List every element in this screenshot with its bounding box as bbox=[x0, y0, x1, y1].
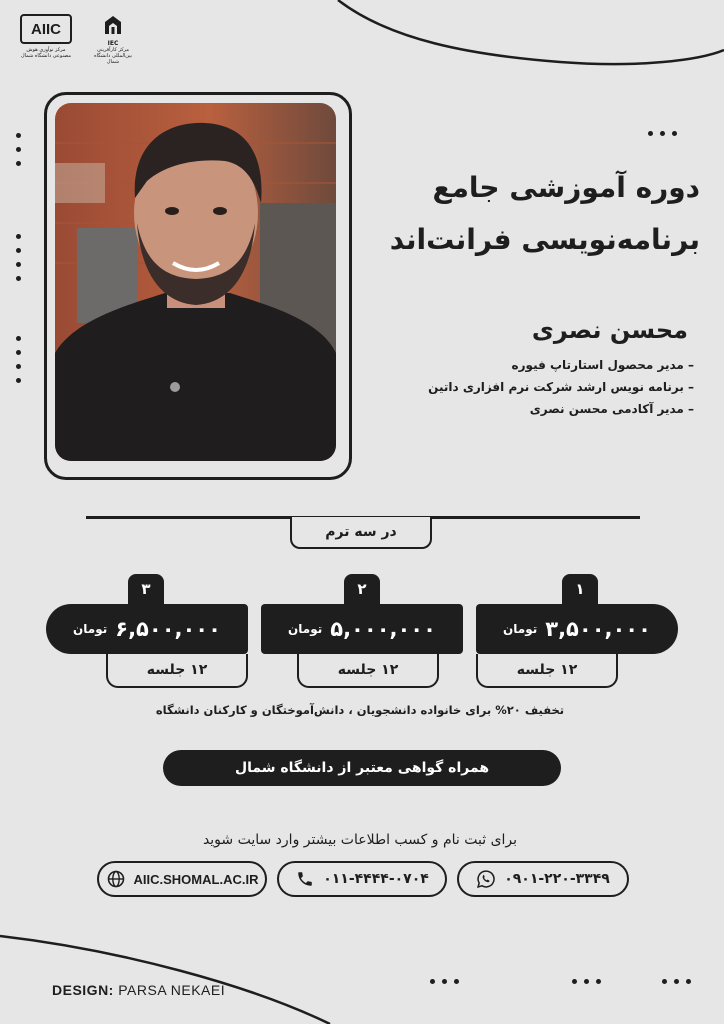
dots-bottom-1 bbox=[430, 979, 459, 984]
price-currency: تومان bbox=[73, 622, 108, 636]
course-title bbox=[300, 162, 700, 266]
phone-icon bbox=[295, 869, 315, 889]
certificate-banner: همراه گواهی معتبر از دانشگاه شمال bbox=[163, 750, 561, 786]
term-sessions-2: ۱۲ جلسه bbox=[297, 654, 439, 688]
terms-label: در سه ترم bbox=[290, 517, 432, 549]
term-number-2: ۲ bbox=[344, 574, 380, 604]
phone-link[interactable] bbox=[277, 861, 447, 897]
globe-icon bbox=[106, 869, 126, 889]
aiic-logo bbox=[20, 14, 72, 59]
course-title-line1: دوره آموزشی جامع bbox=[432, 171, 700, 204]
discount-note: تخفیف ۲۰% برای خانواده دانشجویان ، دانش‌آموختگان و کارکنان دانشگاه bbox=[155, 703, 565, 717]
register-text: برای ثبت نام و کسب اطلاعات بیشتر وارد سایت شوید bbox=[202, 832, 518, 848]
price-amount: ۶,۵۰۰,۰۰۰ bbox=[115, 617, 221, 641]
term-price-2 bbox=[261, 604, 463, 654]
term-price-3 bbox=[46, 604, 248, 654]
instructor-name: محسن نصری bbox=[531, 316, 688, 344]
phone-text: ۰۱۱-۴۴۴۴-۰۷۰۴ bbox=[323, 871, 429, 887]
website-text: AIIC.SHOMAL.AC.IR bbox=[133, 871, 259, 887]
iec-logo bbox=[88, 14, 138, 65]
iec-logo-caption: مرکز کارآفرینی بین‌المللی دانشگاه شمال bbox=[94, 47, 132, 65]
design-credit bbox=[52, 982, 225, 998]
course-title-line2: برنامه‌نویسی فرانت‌اند bbox=[389, 223, 700, 256]
instructor-photo bbox=[55, 103, 336, 461]
bio-line: – مدیر آکادمی محسن نصری bbox=[529, 402, 694, 416]
price-currency: تومان bbox=[503, 622, 538, 636]
price-currency: تومان bbox=[288, 622, 323, 636]
term-sessions-1: ۱۲ جلسه bbox=[476, 654, 618, 688]
term-number-3: ۳ bbox=[128, 574, 164, 604]
instructor-bio bbox=[374, 354, 694, 420]
dots-bottom-3 bbox=[662, 979, 691, 984]
whatsapp-text: ۰۹۰۱-۲۲۰-۳۳۴۹ bbox=[504, 871, 610, 887]
iec-emblem-icon bbox=[101, 14, 125, 36]
price-amount: ۵,۰۰۰,۰۰۰ bbox=[330, 617, 436, 641]
bio-line: – مدیر محصول استارتاپ فیوره bbox=[511, 358, 694, 372]
design-credit-name: PARSA NEKAEI bbox=[118, 982, 226, 998]
dots-left-2 bbox=[16, 234, 21, 281]
term-number-1: ۱ bbox=[562, 574, 598, 604]
term-price-1 bbox=[476, 604, 678, 654]
term-sessions-3: ۱۲ جلسه bbox=[106, 654, 248, 688]
iec-logo-mark: IEC bbox=[107, 40, 119, 47]
whatsapp-icon bbox=[476, 869, 496, 889]
website-link[interactable] bbox=[97, 861, 267, 897]
design-credit-label: DESIGN: bbox=[52, 982, 114, 998]
dots-top-right bbox=[648, 131, 677, 136]
price-amount: ۳,۵۰۰,۰۰۰ bbox=[545, 617, 651, 641]
dots-left-3 bbox=[16, 336, 21, 383]
aiic-logo-caption: مرکز نوآوری هوش مصنوعی دانشگاه شمال bbox=[20, 47, 72, 59]
whatsapp-link[interactable] bbox=[457, 861, 629, 897]
dots-bottom-2 bbox=[572, 979, 601, 984]
bio-line: – برنامه نویس ارشد شرکت نرم افزاری داتین bbox=[428, 380, 694, 394]
aiic-logo-mark: AIIC bbox=[20, 14, 72, 44]
dots-left-1 bbox=[16, 133, 21, 166]
